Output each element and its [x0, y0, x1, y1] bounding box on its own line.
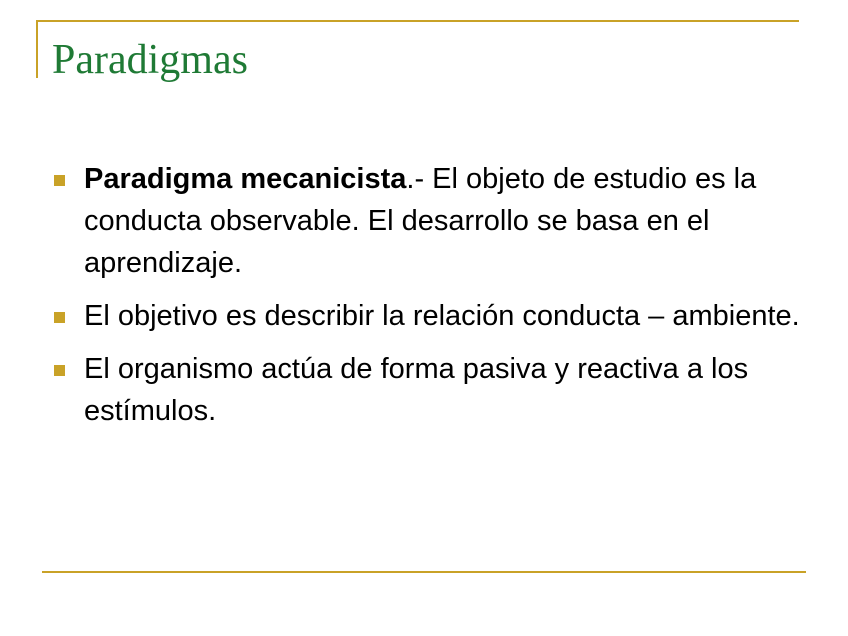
left-rule-divider: [36, 20, 38, 78]
square-bullet-icon: [54, 175, 65, 186]
bullet-list: [52, 158, 812, 443]
bullet-item-1: [52, 158, 812, 284]
bullet-text: El organismo actúa de forma pasiva y reactiva a los estímulos.: [84, 353, 749, 427]
slide-title: Paradigmas: [52, 37, 248, 83]
square-bullet-icon: [54, 312, 65, 323]
bullet-item-2: [52, 295, 812, 337]
bottom-rule-divider: [42, 571, 806, 573]
top-rule-divider: [36, 20, 799, 22]
bullet-item-3: [52, 348, 812, 432]
bullet-text: .- El objeto de estudio es la conducta observable. El desarrollo se basa en el aprendizaje.: [84, 163, 757, 279]
square-bullet-icon: [54, 365, 65, 376]
bullet-text: El objetivo es describir la relación conducta – ambiente.: [84, 300, 800, 332]
bullet-term: Paradigma mecanicista: [84, 163, 407, 195]
